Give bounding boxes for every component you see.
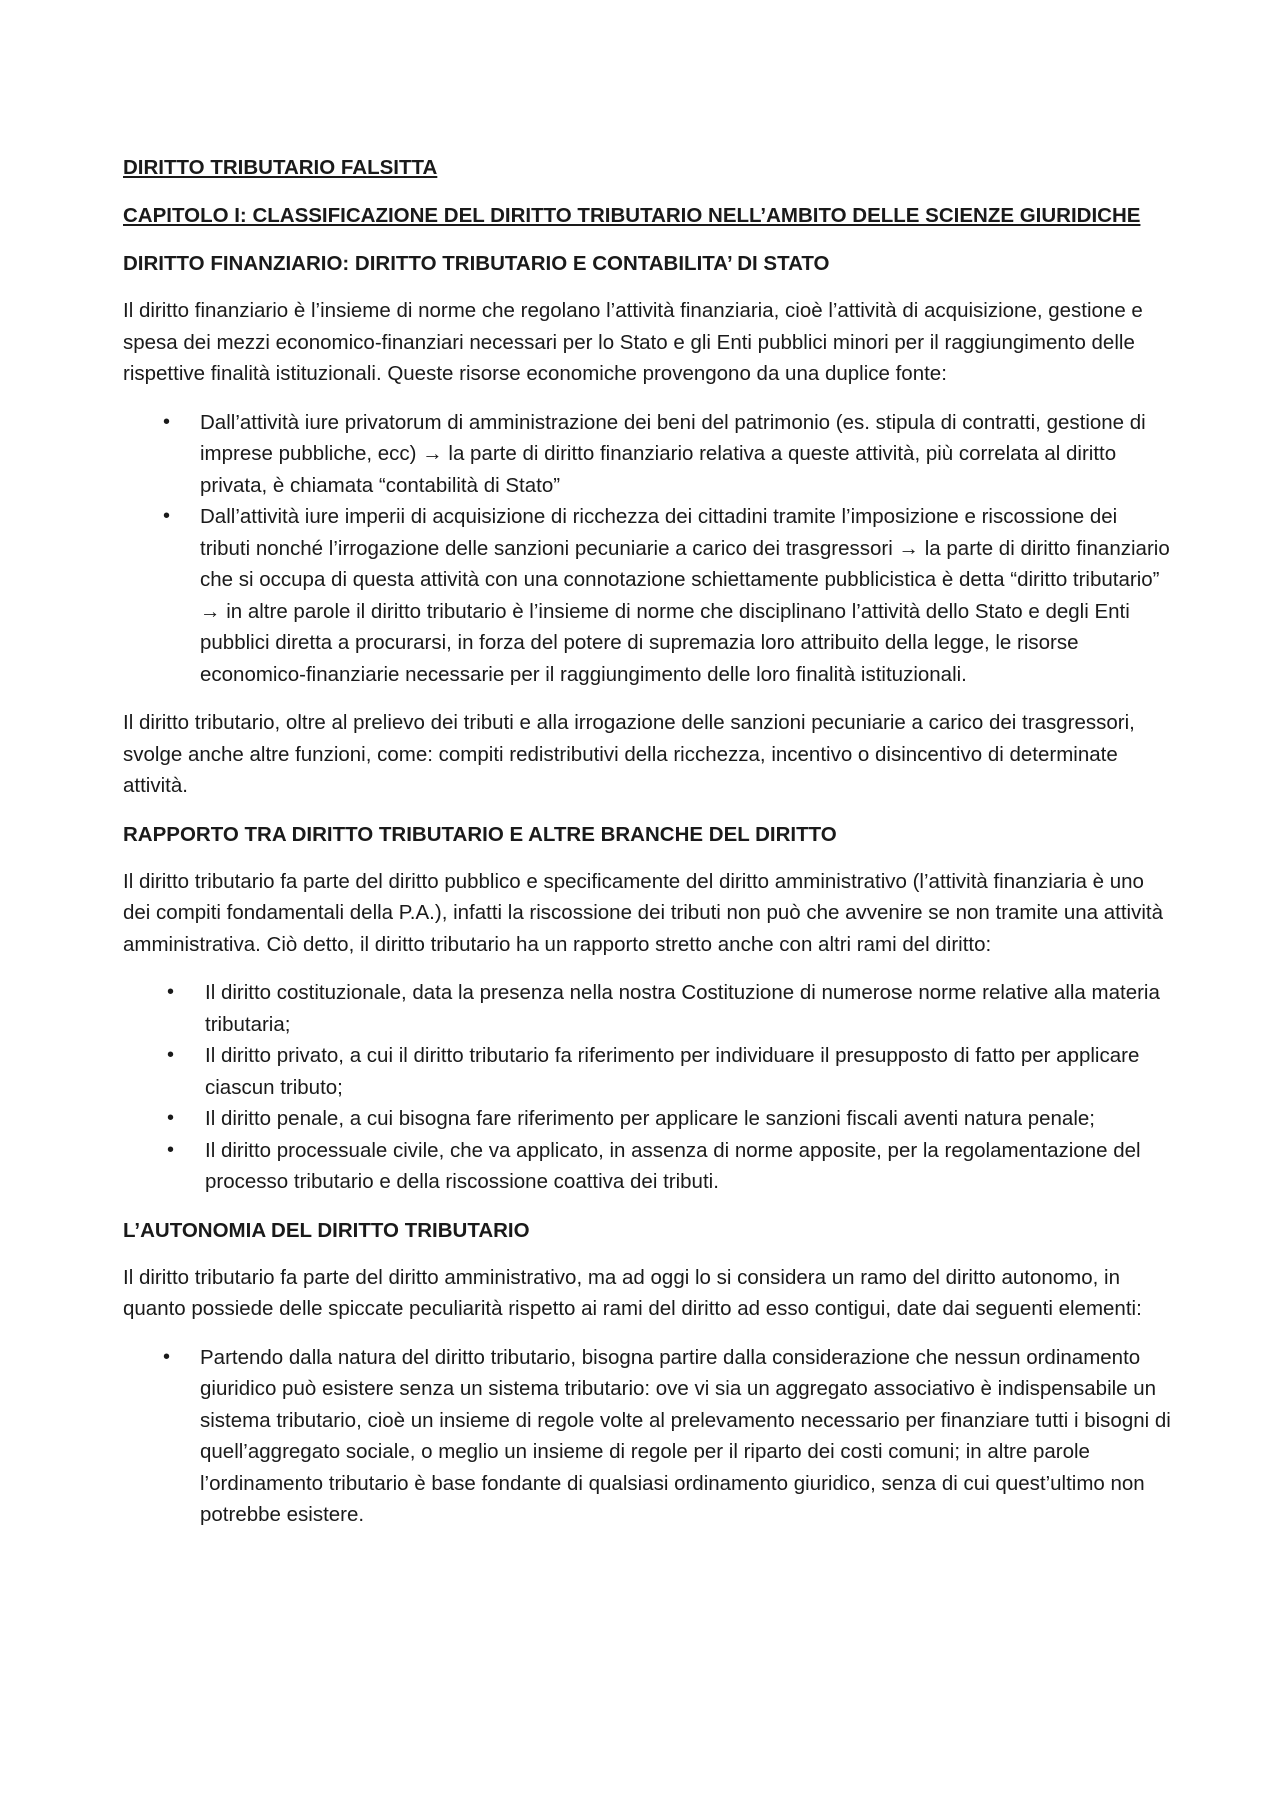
list-item xyxy=(123,407,1173,502)
arrow-right-icon: → xyxy=(898,536,920,560)
bullet-list xyxy=(123,977,1173,1198)
list-item xyxy=(123,977,1173,1040)
list-item-text: la parte di diritto finanziario che si occupa di questa attività con una connotazione schiettamente pubblicistica è detta “diritto tributario” xyxy=(200,536,1170,591)
arrow-right-icon: → xyxy=(200,599,221,623)
bullet-icon: • xyxy=(163,410,171,433)
list-item xyxy=(123,1103,1173,1135)
bullet-icon: • xyxy=(167,1107,175,1129)
arrow-right-icon: → xyxy=(422,442,443,465)
list-item-text: Il diritto processuale civile, che va applicato, in assenza di norme apposite, per la regolamentazione del processo tributario e della riscossione coattiva dei tributi. xyxy=(205,1138,1141,1193)
bullet-list xyxy=(123,407,1173,691)
section-heading: L’AUTONOMIA DEL DIRITTO TRIBUTARIO xyxy=(123,1218,530,1242)
chapter-title: CAPITOLO I: CLASSIFICAZIONE DEL DIRITTO TRIBUTARIO NELL’AMBITO DELLE SCIENZE GIURIDICHE xyxy=(123,204,1141,227)
section-heading: DIRITTO FINANZIARIO: DIRITTO TRIBUTARIO E CONTABILITA’ DI STATO xyxy=(123,252,830,275)
document-title: DIRITTO TRIBUTARIO FALSITTA xyxy=(123,156,438,179)
bullet-icon: • xyxy=(163,505,171,527)
section-heading: RAPPORTO TRA DIRITTO TRIBUTARIO E ALTRE BRANCHE DEL DIRITTO xyxy=(123,822,837,846)
paragraph: Il diritto tributario fa parte del diritto pubblico e specificamente del diritto amministrativo (l’attività finanziaria è uno dei compiti fondamentali della P.A.), infatti la riscossione dei tributi non può che avvenire se non tramite una attività amministrativa. Ciò detto, il diritto tributario ha un rapporto stretto anche con altri rami del diritto: xyxy=(123,869,1164,956)
list-item xyxy=(123,501,1173,690)
list-item-text: Il diritto costituzionale, data la presenza nella nostra Costituzione di numerose norme relative alla materia tributaria; xyxy=(205,981,1160,1036)
paragraph: Il diritto tributario fa parte del diritto amministrativo, ma ad oggi lo si considera un ramo del diritto autonomo, in quanto possiede delle spiccate peculiarità rispetto ai rami del diritto ad esso contigui, date dai seguenti elementi: xyxy=(123,1265,1142,1320)
list-item-text: Dall’attività iure imperii di acquisizione di ricchezza dei cittadini tramite l’imposizione e riscossione dei tributi nonché l’irrogazione delle sanzioni pecuniarie a carico dei trasgressori xyxy=(200,505,1118,560)
paragraph: Il diritto finanziario è l’insieme di norme che regolano l’attività finanziaria, cioè l’attività di acquisizione, gestione e spesa dei mezzi economico-finanziari necessari per lo Stato e gli Enti pubblici minori per il raggiungimento delle rispettive finalità istituzionali. Queste risorse economiche provengono da una duplice fonte: xyxy=(123,299,1143,385)
list-item-text: Dall’attività iure privatorum di amministrazione dei beni del patrimonio (es. stipula di contratti, gestione di imprese pubbliche, ecc) xyxy=(200,410,1146,465)
document-page xyxy=(123,152,1173,1548)
list-item xyxy=(123,1342,1173,1531)
bullet-icon: • xyxy=(167,1138,175,1161)
paragraph: Il diritto tributario, oltre al prelievo dei tributi e alla irrogazione delle sanzioni pecuniarie a carico dei trasgressori, svolge anche altre funzioni, come: compiti redistributivi della ricchezza, incentivo o disincentivo di determinate attività. xyxy=(123,711,1135,797)
list-item-text: in altre parole il diritto tributario è l’insieme di norme che disciplinano l’attività dello Stato e degli Enti pubblici diretta a procurarsi, in forza del potere di supremazia loro attribuito della legge, le risorse economico-finanziarie necessarie per il raggiungimento delle loro finalità istituzionali. xyxy=(200,599,1130,686)
list-item-text: la parte di diritto finanziario relativa a queste attività, più correlata al diritto privata, è chiamata “contabilità di Stato” xyxy=(200,442,1117,497)
list-item-text: Il diritto privato, a cui il diritto tributario fa riferimento per individuare il presupposto di fatto per applicare ciascun tributo; xyxy=(205,1044,1140,1099)
list-item-text: Il diritto penale, a cui bisogna fare riferimento per applicare le sanzioni fiscali aventi natura penale; xyxy=(205,1107,1095,1130)
bullet-icon: • xyxy=(167,981,175,1003)
bullet-icon: • xyxy=(163,1345,171,1368)
list-item xyxy=(123,1040,1173,1103)
list-item xyxy=(123,1135,1173,1198)
bullet-list xyxy=(123,1342,1173,1531)
list-item-text: Partendo dalla natura del diritto tributario, bisogna partire dalla considerazione che nessun ordinamento giuridico può esistere senza un sistema tributario: ove vi sia un aggregato associativo è indispensabile un sistema tributario, cioè un insieme di regole volte al prelevamento necessario per finanziare tutti i bisogni di quell’aggregato sociale, o meglio un insieme di regole per il riparto dei costi comuni; in altre parole l’ordinamento tributario è base fondante di qualsiasi ordinamento giuridico, senza di cui quest’ultimo non potrebbe esistere. xyxy=(200,1345,1171,1526)
bullet-icon: • xyxy=(167,1044,175,1066)
